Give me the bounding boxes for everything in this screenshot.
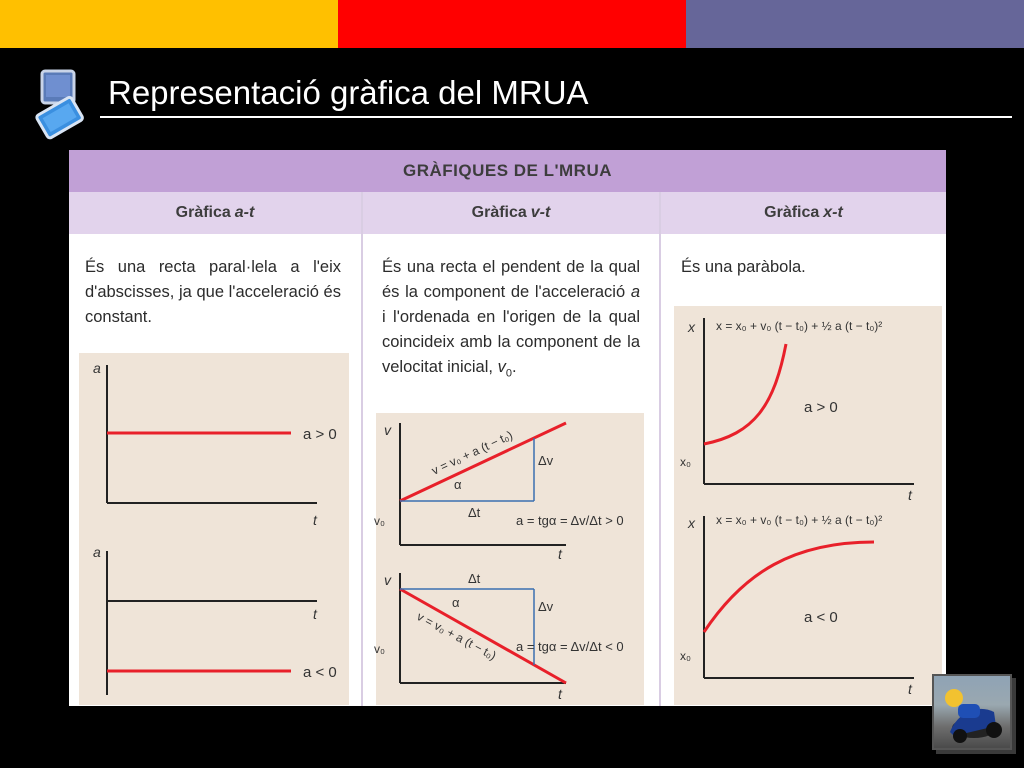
description-v-t-text: És una recta el pendent de la qual és la component de l'acceleració xyxy=(382,258,640,301)
angle-label: α xyxy=(454,477,462,492)
column-header-graph: x-t xyxy=(823,204,843,221)
intercept-label: x₀ xyxy=(680,455,691,469)
description-v-t-end: . xyxy=(511,358,517,376)
y-axis-label: v xyxy=(384,572,391,588)
column-header-prefix: Gràfica xyxy=(471,204,527,221)
a-t-graphs xyxy=(79,353,349,705)
description-v-t-sub: 0 xyxy=(505,367,512,380)
column-header-graph: v-t xyxy=(530,204,551,221)
angle-label: α xyxy=(452,595,460,610)
acceleration-label: a > 0 xyxy=(303,426,337,443)
y-axis-label: x xyxy=(688,319,695,335)
position-equation: x = x₀ + v₀ (t − t₀) + ½ a (t − t₀)² xyxy=(716,319,883,333)
monitor-icon xyxy=(34,68,88,140)
intercept-label: x₀ xyxy=(680,649,691,663)
y-axis-label: a xyxy=(93,544,101,560)
table-title: GRÀFIQUES DE L'MRUA xyxy=(69,150,946,192)
x-axis-label: t xyxy=(313,512,317,528)
description-v-t-a: a xyxy=(630,283,640,301)
intercept-label: v₀ xyxy=(374,642,385,656)
velocity-equation: v = v₀ + a (t − t₀) xyxy=(429,427,515,478)
delta-t-label: Δt xyxy=(468,505,481,520)
y-axis-label: a xyxy=(93,360,101,376)
description-x-t: És una paràbola. xyxy=(681,258,806,276)
mrua-graphs-table xyxy=(69,150,946,706)
acceleration-label: a > 0 xyxy=(804,399,838,416)
description-v-t-v: v xyxy=(497,358,506,376)
column-divider xyxy=(361,192,363,706)
delta-v-label: Δv xyxy=(538,599,554,614)
x-axis-label: t xyxy=(908,681,912,697)
motorcycle-rider-photo xyxy=(932,674,1012,750)
top-band-red xyxy=(338,0,686,48)
description-v-t xyxy=(382,255,640,386)
v-t-graphs xyxy=(376,413,644,705)
y-axis-label: x xyxy=(688,515,695,531)
column-header-v-t xyxy=(363,192,659,234)
y-axis-label: v xyxy=(384,422,391,438)
x-axis-label: t xyxy=(558,546,562,562)
column-header-a-t xyxy=(69,192,361,234)
slope-formula: a = tgα = Δv/Δt > 0 xyxy=(516,513,624,528)
x-t-graphs xyxy=(674,306,942,705)
v-t-graphs-panel xyxy=(376,413,644,705)
top-band-yellow xyxy=(0,0,338,48)
column-header-graph: a-t xyxy=(234,204,255,221)
top-band-purple xyxy=(686,0,1024,48)
velocity-equation: v = v₀ + a (t − t₀) xyxy=(414,609,499,663)
position-equation: x = x₀ + v₀ (t − t₀) + ½ a (t − t₀)² xyxy=(716,513,883,527)
column-header-prefix: Gràfica xyxy=(764,204,820,221)
column-divider xyxy=(659,192,661,706)
title-divider xyxy=(100,116,1012,118)
acceleration-label: a < 0 xyxy=(303,664,337,681)
x-t-graphs-panel xyxy=(674,306,942,705)
intercept-label: v₀ xyxy=(374,514,385,528)
column-header-x-t xyxy=(661,192,946,234)
delta-v-label: Δv xyxy=(538,453,554,468)
x-axis-label: t xyxy=(313,606,317,622)
x-axis-label: t xyxy=(558,686,562,702)
description-a-t: És una recta paral·lela a l'eix d'abscisses, ja que l'acceleració és constant. xyxy=(85,258,341,326)
parabola-curve xyxy=(704,344,786,444)
parabola-curve xyxy=(704,542,874,632)
slope-formula: a = tgα = Δv/Δt < 0 xyxy=(516,639,624,654)
delta-t-label: Δt xyxy=(468,571,481,586)
column-header-prefix: Gràfica xyxy=(175,204,231,221)
x-axis-label: t xyxy=(908,487,912,503)
slide-title: Representació gràfica del MRUA xyxy=(108,74,589,111)
a-t-graphs-panel xyxy=(79,353,349,705)
acceleration-label: a < 0 xyxy=(804,609,838,626)
description-v-t-text2: i l'ordenada en l'origen de la qual coincideix amb la component de la velocitat inicial, xyxy=(382,308,640,376)
